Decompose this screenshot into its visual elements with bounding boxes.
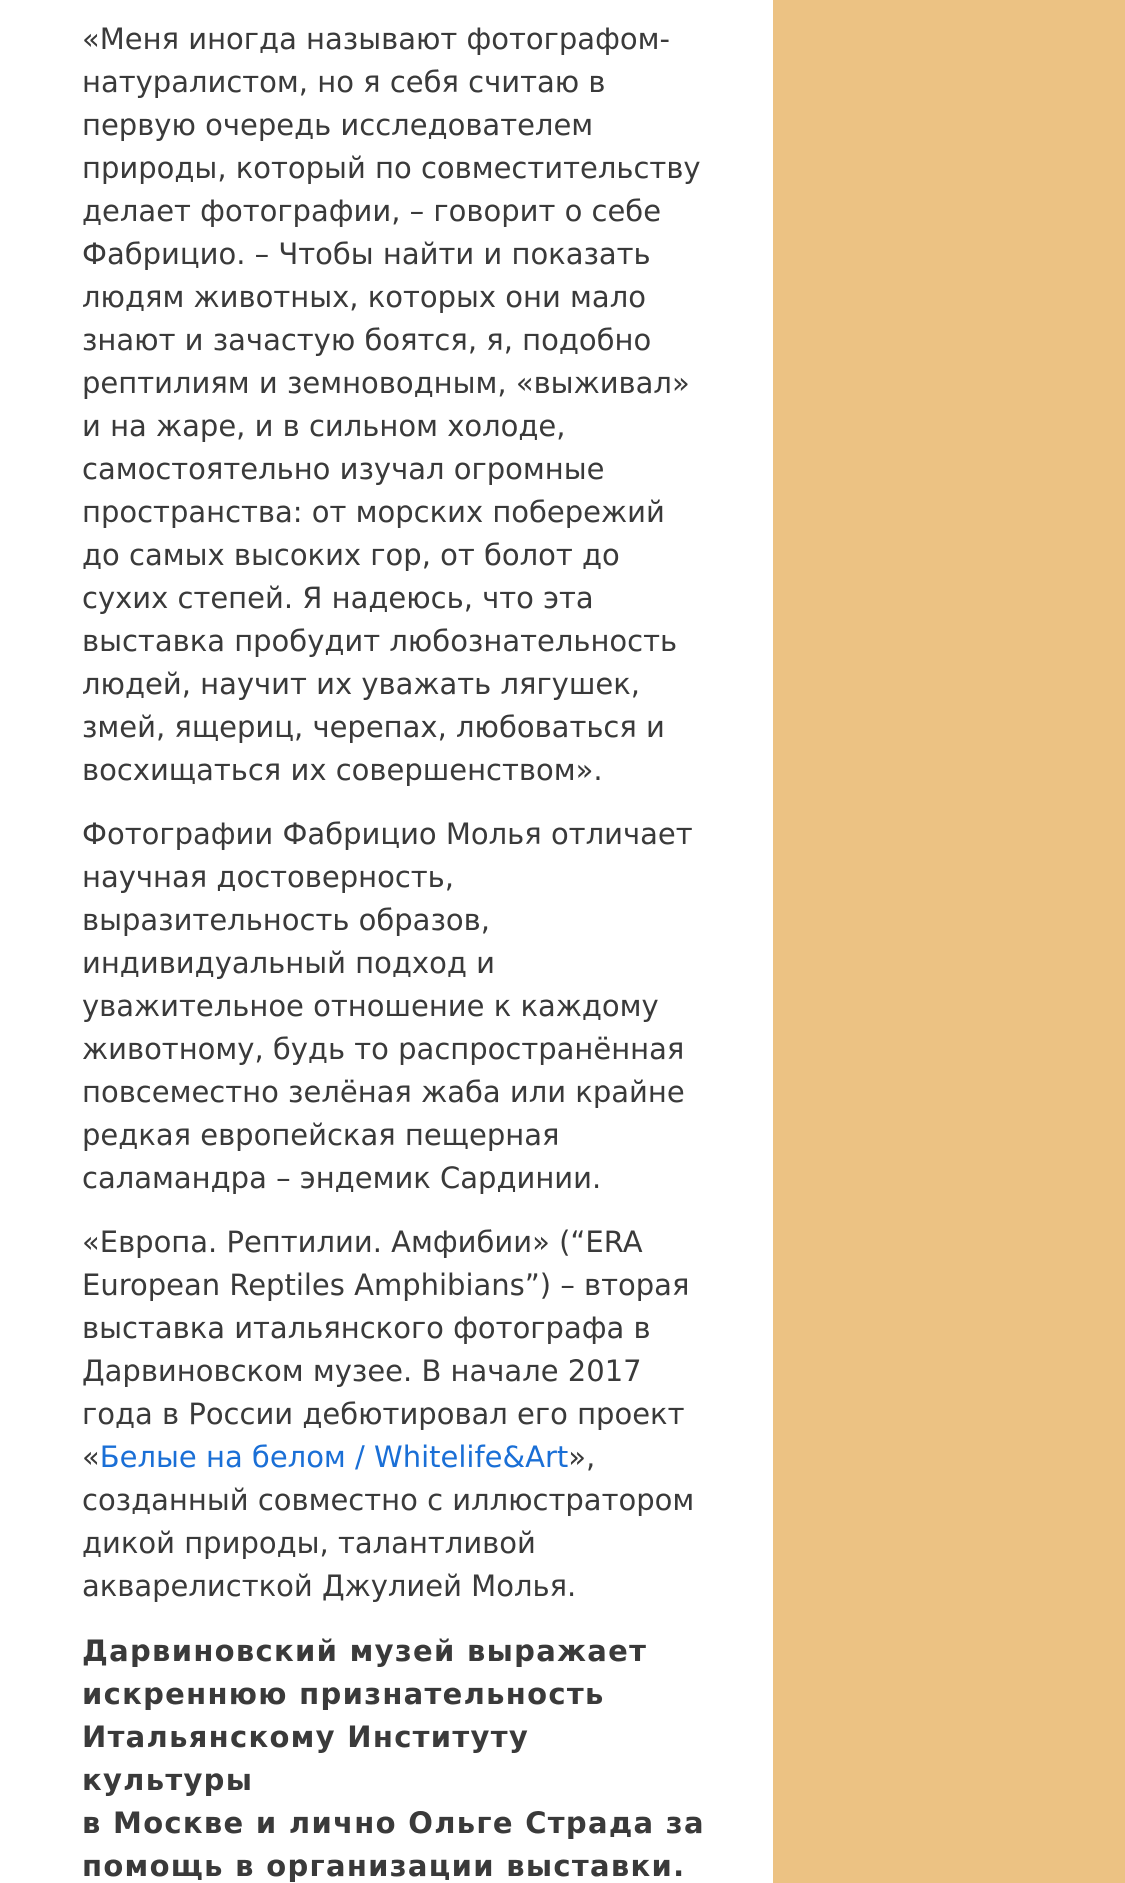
- whitelife-project-link[interactable]: Белые на белом / Whitelife&Art: [99, 1440, 569, 1474]
- paragraph-text-start: «Европа. Рептилии. Амфибии» (“ERA European Reptiles Amphibians”) – вторая выставка итальянского фотографа в Дарвиновском музее. В начале 2017 года в России дебютировал его проект «: [82, 1225, 690, 1474]
- sidebar-panel: [773, 0, 1125, 1883]
- paragraph-quote: «Меня иногда называют фотографом- натуралистом, но я себя считаю в первую очередь исследователем природы, который по совместительству делает фотографии, – говорит о себе Фабрицио. – Чтобы найти и показать людям животных, которых они мало знают и зачастую боятся, я, подобно рептилиям и земноводным, «выживал» и на жаре, и в сильном холоде, самостоятельно изучал огромные пространства: от морских побережий до самых высоких гор, от болот до сухих степей. Я надеюсь, что эта выставка пробудит любознательность людей, научит их уважать лягушек, змей, ящериц, черепах, любоваться и восхищаться их совершенством».: [82, 22, 701, 787]
- paragraph-exhibition-info: [82, 1221, 707, 1608]
- paragraph-text-end: », созданный совместно с иллюстратором дикой природы, талантливой акварелисткой Джулией Молья.: [82, 1440, 695, 1603]
- article-body: [82, 18, 707, 1883]
- paragraph-photos-description: Фотографии Фабрицио Молья отличает научная достоверность, выразительность образов, индивидуальный подход и уважительное отношение к каждому животному, будь то распространённая повсеместно зелёная жаба или крайне редкая европейская пещерная саламандра – эндемик Сардинии.: [82, 817, 693, 1195]
- acknowledgement-paragraph: Дарвиновский музей выражает искреннюю признательность Итальянскому Институту культуры в Москве и лично Ольге Страда за помощь в организации выставки.: [82, 1634, 705, 1883]
